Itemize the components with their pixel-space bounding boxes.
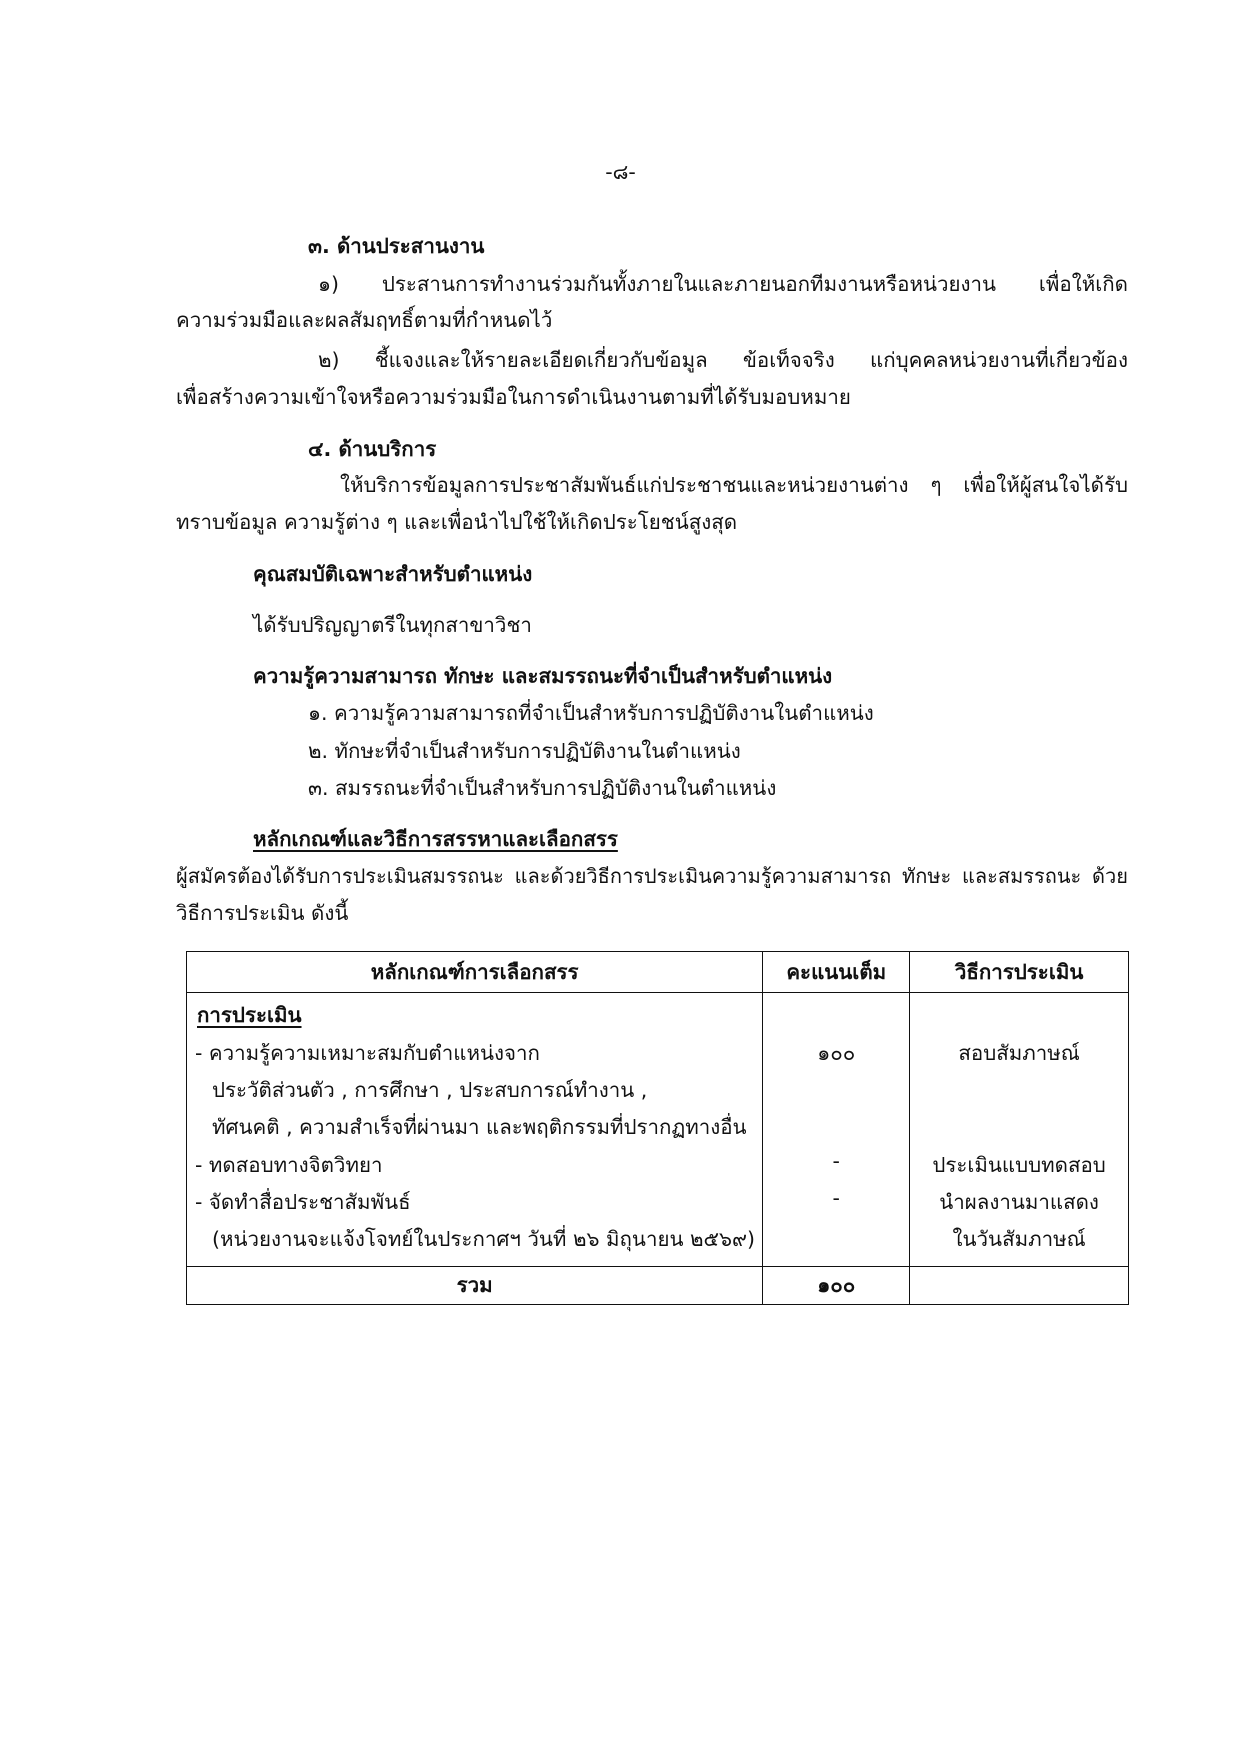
section-4-line-1: ให้บริการข้อมูลการประชาสัมพันธ์แก่ประชาชนและหน่วยงานต่าง ๆ เพื่อให้ผู้สนใจได้รับ (340, 473, 1128, 497)
score-cell (763, 993, 910, 1267)
criteria-line-2: ประวัติส่วนตัว , การศึกษา , ประสบการณ์ทำงาน , (212, 1078, 648, 1102)
competency-item-3: ๓. สมรรถนะที่จำเป็นสำหรับการปฏิบัติงานในตำแหน่ง (308, 776, 777, 800)
method-line-4: ในวันสัมภาษณ์ (952, 1227, 1086, 1251)
header-criteria: หลักเกณฑ์การเลือกสรร (187, 952, 763, 993)
criteria-line-4: - ทดสอบทางจิตวิทยา (195, 1153, 383, 1177)
section-3-item-1-line-1: ๑) ประสานการทำงานร่วมกันทั้งภายในและภายนอกทีมงานหรือหน่วยงาน เพื่อให้เกิด (318, 272, 1128, 296)
section-4-heading: ๔. ด้านบริการ (308, 437, 437, 461)
competency-item-2: ๒. ทักษะที่จำเป็นสำหรับการปฏิบัติงานในตำแหน่ง (308, 739, 741, 763)
selection-heading: หลักเกณฑ์และวิธีการสรรหาและเลือกสรร (253, 827, 618, 851)
criteria-line-6: (หน่วยงานจะแจ้งโจทย์ในประกาศฯ วันที่ ๒๖ มิถุนายน ๒๕๖๙) (212, 1227, 756, 1251)
criteria-line-3: ทัศนคติ , ความสำเร็จที่ผ่านมา และพฤติกรรมที่ปรากฏทางอื่น (212, 1115, 747, 1139)
method-cell (910, 993, 1129, 1267)
section-4-line-2: ทราบข้อมูล ความรู้ต่าง ๆ และเพื่อนำไปใช้ให้เกิดประโยชน์สูงสุด (176, 510, 738, 534)
section-3-item-2-line-1: ๒) ชี้แจงและให้รายละเอียดเกี่ยวกับข้อมูล ข้อเท็จจริง แก่บุคคลหน่วยงานที่เกี่ยวข้อง (318, 348, 1128, 372)
score-pr-media: - (832, 1186, 840, 1210)
score-interview: ๑๐๐ (817, 1041, 856, 1065)
competency-item-1: ๑. ความรู้ความสามารถที่จำเป็นสำหรับการปฏิบัติงานในตำแหน่ง (308, 701, 874, 725)
method-line-2: ประเมินแบบทดสอบ (932, 1153, 1106, 1177)
criteria-cell (187, 993, 763, 1267)
table-row (187, 993, 1129, 1267)
total-label: รวม (187, 1267, 763, 1305)
method-line-3: นำผลงานมาแสดง (939, 1190, 1099, 1214)
score-psych-test: - (832, 1149, 840, 1173)
qualification-text: ได้รับปริญญาตรีในทุกสาขาวิชา (253, 613, 532, 637)
header-full-score: คะแนนเต็ม (763, 952, 910, 993)
total-method (910, 1267, 1129, 1305)
criteria-table (186, 951, 1129, 1305)
competency-heading: ความรู้ความสามารถ ทักษะ และสมรรถนะที่จำเป็นสำหรับตำแหน่ง (253, 664, 833, 688)
criteria-title: การประเมิน (197, 1003, 302, 1027)
criteria-line-1: - ความรู้ความเหมาะสมกับตำแหน่งจาก (195, 1041, 540, 1065)
selection-line-1: ผู้สมัครต้องได้รับการประเมินสมรรถนะ และด้วยวิธีการประเมินความรู้ความสามารถ ทักษะ และสมรรถนะ ด้วย (176, 864, 1128, 888)
section-3-heading: ๓. ด้านประสานงาน (308, 234, 485, 258)
selection-line-2: วิธีการประเมิน ดังนี้ (176, 901, 349, 925)
table-total-row (187, 1267, 1129, 1305)
qualification-heading: คุณสมบัติเฉพาะสำหรับตำแหน่ง (253, 562, 533, 586)
criteria-line-5: - จัดทำสื่อประชาสัมพันธ์ (195, 1190, 411, 1214)
header-method: วิธีการประเมิน (910, 952, 1129, 993)
total-score: ๑๐๐ (763, 1267, 910, 1305)
table-header-row (187, 952, 1129, 993)
section-3-item-2-line-2: เพื่อสร้างความเข้าใจหรือความร่วมมือในการดำเนินงานตามที่ได้รับมอบหมาย (176, 385, 851, 409)
page-number: -๘- (605, 160, 636, 184)
section-3-item-1-line-2: ความร่วมมือและผลสัมฤทธิ์ตามที่กำหนดไว้ (176, 308, 553, 332)
method-line-1: สอบสัมภาษณ์ (958, 1041, 1080, 1065)
